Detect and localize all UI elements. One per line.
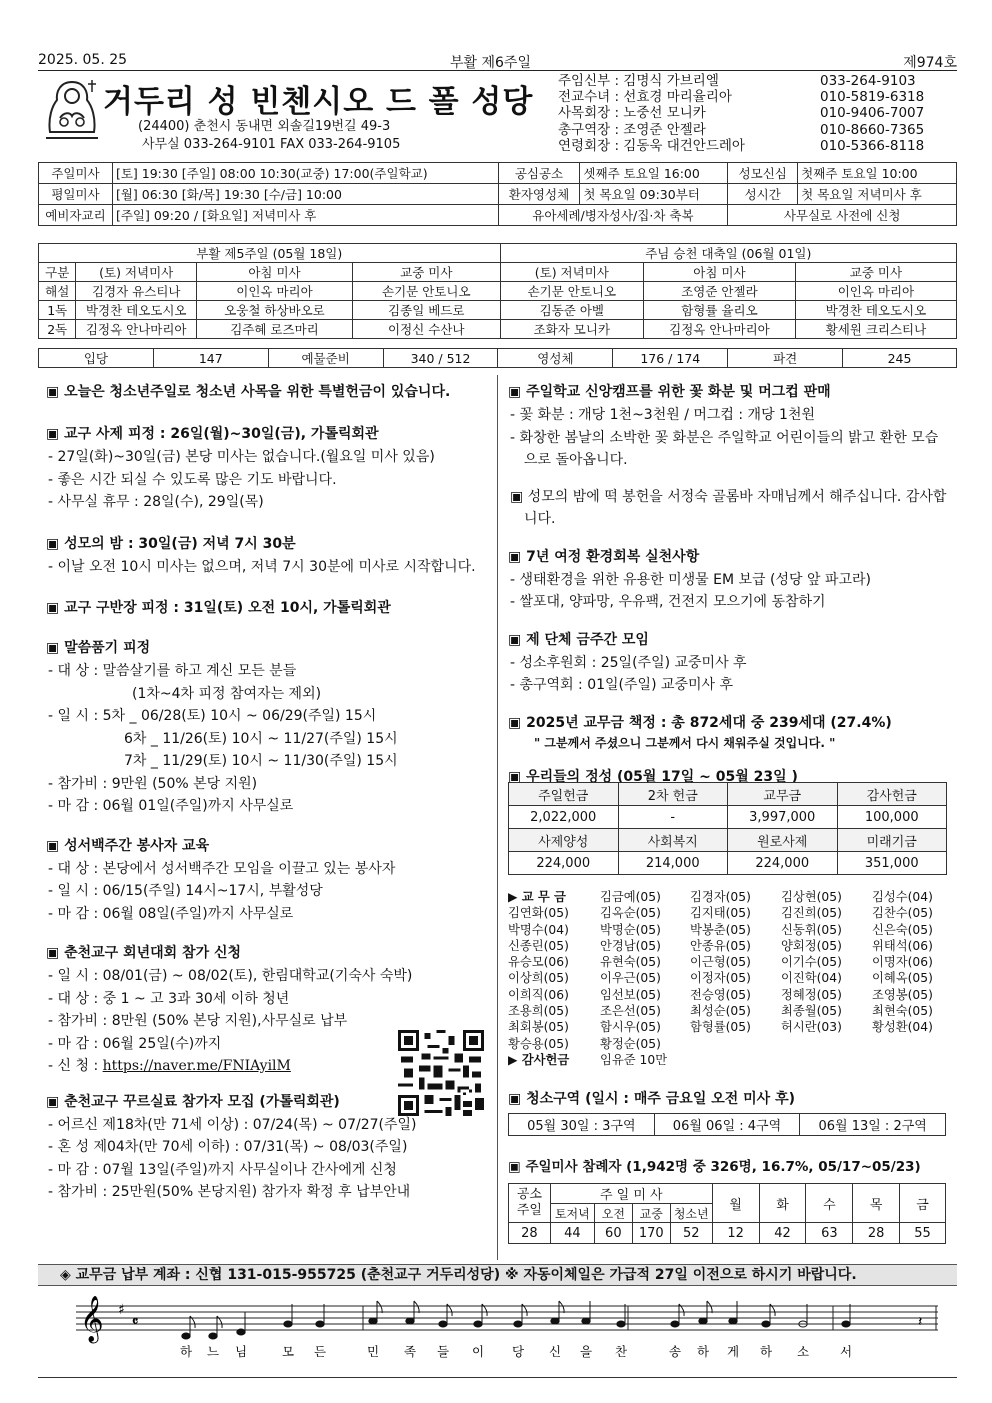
notice-heading: ▣ 성모의 밤 : 30일(금) 저녁 7시 30분 <box>46 535 296 552</box>
donor-name: 안종유(05) <box>690 938 751 953</box>
table-row: 1독 박경찬 테오도시오 오웅철 하상바오로 김종일 베드로 김동준 아벨 함형률 율리오 박경찬 테오도시오 <box>39 301 957 320</box>
lyric-syllable: 찬 <box>615 1344 628 1359</box>
music-note <box>209 1316 222 1339</box>
liturgical-week: 부활 제6주일 <box>450 55 531 71</box>
table-row: 토저녁 오전 교중 청소년 <box>509 1204 946 1223</box>
notice-item: - 대 상 : 말씀살기를 하고 계신 모든 분들 <box>48 663 297 679</box>
time-signature-icon: 𝄴 <box>132 1314 139 1330</box>
music-note <box>284 1304 292 1327</box>
rest-icon: 𝄽 <box>918 1314 923 1330</box>
notice-item: - 마 감 : 06월 08일(주일)까지 사무실로 <box>48 905 294 922</box>
lyric-syllable: 하 <box>697 1344 710 1359</box>
notice-item: - 혼 성 제04차(만 70세 이하) : 07/31(목) ~ 08/03(주일) <box>48 1139 408 1155</box>
notice-item: - 참가비 : 9만원 (50% 본당 지원) <box>48 775 258 792</box>
notice-item: - 사무실 휴무 : 28일(수), 29일(목) <box>48 494 264 510</box>
list-item: ▶ 교 무 금 김금예(05) 김경자(05) 김상현(05) 김성수(04) <box>508 890 933 904</box>
table-row: 28 44 60 170 52 12 42 63 28 55 <box>509 1223 946 1244</box>
donor-name: 이정자(05) <box>690 971 751 986</box>
notice-item: - 일 시 : 06/15(주일) 14시~17시, 부활성당 <box>48 883 323 899</box>
notice-item: - 참가비 : 25만원(50% 본당지원) 참가자 확정 후 납부안내 <box>48 1184 411 1200</box>
parish-logo-icon <box>42 78 102 144</box>
notice-item: - 마 감 : 06월 25일(수)까지 <box>48 1035 222 1052</box>
music-note <box>842 1304 850 1327</box>
lyric-syllable: 소 <box>797 1344 810 1359</box>
notice-item: - 이날 오전 10시 미사는 없으며, 저녁 7시 30분에 미사로 시작합니다. <box>48 558 476 575</box>
notice-item: - 마 감 : 07월 13일(주일)까지 사무실이나 간사에게 신청 <box>48 1161 397 1178</box>
lyric-syllable: 하 <box>180 1344 193 1359</box>
notice-heading: ▣ 춘천교구 회년대회 참가 신청 <box>46 945 242 961</box>
donor-name: 김진희(05) <box>781 906 842 921</box>
list-item <box>508 1036 948 1052</box>
table-row: 주일헌금 2차 헌금 교무금 감사헌금 <box>509 783 947 806</box>
donor-name: 최회봉(05) <box>508 1020 569 1035</box>
music-note <box>182 1316 195 1339</box>
parish-address-block <box>138 118 400 154</box>
notice-item: - 화창한 봄날의 소박한 꽃 화분은 주일학교 어린이들의 밝고 환한 모습으로 돌아옵니다. <box>510 429 939 468</box>
donor-name: 박명수(04) <box>508 922 569 937</box>
list-item <box>508 987 948 1003</box>
donor-name: 조용희(05) <box>508 1004 569 1019</box>
notice-item: - 마 감 : 06월 01일(주일)까지 사무실로 <box>48 798 294 814</box>
donor-name: 유승모(06) <box>508 955 569 970</box>
donor-name: 최현숙(05) <box>872 1004 933 1019</box>
lyric-syllable: 을 <box>580 1344 593 1359</box>
lyric-syllable: 당 <box>512 1344 525 1359</box>
notice-item: - 대 상 : 본당에서 성서백주간 모임을 이끌고 있는 봉사자 <box>48 860 396 877</box>
contact-list <box>558 73 958 154</box>
donor-name: 황정순(05) <box>600 1036 661 1051</box>
contact-row: 총구역장 : 조영준 안젤라 010-8660-7365 <box>558 121 925 138</box>
contact-row: 사목회장 : 노중선 모니카 010-9406-7007 <box>558 105 925 122</box>
notice-heading: ▣ 교구 구반장 피정 : 31일(토) 오전 10시, 가톨릭회관 <box>46 600 391 616</box>
notice-item: - 27일(화)~30일(금) 본당 미사는 없습니다.(월요일 미사 있음) <box>48 449 435 465</box>
donor-name: 황성환(04) <box>872 1020 933 1035</box>
donor-name: 허시란(03) <box>781 1020 842 1035</box>
donor-name: 신은숙(05) <box>872 922 933 937</box>
donor-name: 이상희(05) <box>508 971 569 986</box>
table-row: 224,000 214,000 224,000 351,000 <box>509 852 947 875</box>
lyric-syllable: 든 <box>314 1344 327 1359</box>
table-row: 2독 김정옥 안나마리아 김주혜 로즈마리 이정신 수산나 조화자 모니카 김정옥 안나마리아 황세원 크리스티나 <box>39 320 957 339</box>
donor-name: 위태석(06) <box>872 938 933 953</box>
table-row: 평일미사 [월] 06:30 [화/목] 19:30 [수/금] 10:00 환자영성체 첫 목요일 09:30부터 성시간 첫 목요일 저녁미사 후 <box>39 184 957 205</box>
thanks-label: ▶ 감사헌금 <box>508 1052 570 1067</box>
donor-name: 함시우(05) <box>600 1020 661 1035</box>
donor-name: 이혜옥(05) <box>872 971 933 986</box>
notice-item: - 꽃 화분 : 개당 1천~3천원 / 머그컵 : 개당 1천원 <box>510 407 816 423</box>
donor-name: 박봉춘(05) <box>690 922 751 937</box>
list-item <box>508 922 948 938</box>
music-note <box>617 1304 625 1327</box>
table-row: 2,022,000 - 3,997,000 100,000 <box>509 806 947 829</box>
donor-name: 신동휘(05) <box>781 922 842 937</box>
donor-name: 이근형(05) <box>690 955 751 970</box>
parish-address: (24400) 춘천시 동내면 외솔길19번길 49-3 <box>138 119 391 134</box>
lyric-syllable: 하 <box>760 1344 773 1359</box>
donor-name: 유현숙(05) <box>600 955 661 970</box>
music-note <box>316 1304 324 1327</box>
notice-heading: ▣ 2025년 교무금 책정 : 총 872세대 중 239세대 (27.4%) <box>508 714 892 731</box>
notice-heading: ▣ 7년 여정 환경회복 실천사항 <box>508 548 700 565</box>
notice-item: - 일 시 : 5차 _ 06/28(토) 10시 ~ 06/29(주일) 15시 <box>48 708 377 724</box>
lyric-syllable: 모 <box>282 1344 295 1359</box>
table-row: 부활 제5주일 (05월 18일) 주님 승천 대축일 (06월 01일) <box>39 244 957 263</box>
list-item <box>508 938 948 954</box>
table-row: 구분 (토) 저녁미사 아침 미사 교중 미사 (토) 저녁미사 아침 미사 교중 미사 <box>39 263 957 282</box>
contact-row: 주임신부 : 김명식 가브리엘 033-264-9103 <box>558 73 916 89</box>
lyric-syllable: 송 <box>669 1344 682 1359</box>
parish-office: 사무실 033-264-9101 FAX 033-264-9105 <box>142 137 401 152</box>
lyric-syllable: 족 <box>404 1344 417 1359</box>
notice-heading: ▣ 성서백주간 봉사자 교육 <box>46 837 210 854</box>
donor-name: 신종린(05) <box>508 938 569 953</box>
contact-row: 연령회장 : 김동욱 대건안드레아 010-5366-8118 <box>558 137 925 154</box>
notice-item: - 일 시 : 08/01(금) ~ 08/02(토), 한림대학교(기숙사 숙박) <box>48 968 413 984</box>
lyric-syllable: 님 <box>235 1344 248 1359</box>
donor-name: 박명순(05) <box>600 922 661 937</box>
donor-name: 안경남(05) <box>600 938 661 953</box>
hymn-score <box>38 1292 957 1372</box>
lyric-syllable: 이 <box>472 1344 485 1359</box>
notice-item: - 좋은 시간 되실 수 있도록 많은 기도 바랍니다. <box>48 471 337 488</box>
notice-heading: ▣ 말씀품기 피정 <box>46 640 151 656</box>
notice-heading: ▣ 교구 사제 피정 : 26일(월)~30일(금), 가톨릭회관 <box>46 426 379 442</box>
notice-item: - 대 상 : 중 1 ~ 고 3과 30세 이하 청년 <box>48 990 290 1007</box>
table-row: 사제양성 사회복지 원로사제 미래기금 <box>509 829 947 852</box>
table-row: 공소 주일 주 일 미 사 월 화 수 목 금 <box>509 1184 946 1204</box>
list-item <box>508 954 948 970</box>
donor-name: 최성순(05) <box>690 1004 751 1019</box>
attendance-table <box>508 1183 946 1244</box>
lyric-syllable: 느 <box>207 1344 220 1359</box>
lyric-syllable: 게 <box>727 1344 740 1359</box>
header-bar <box>38 51 957 71</box>
attendance-heading: ▣ 주일미사 참례자 (1,942명 중 326명, 16.7%, 05/17~05/23) <box>508 1159 921 1175</box>
parish-title: 거두리 성 빈첸시오 드 폴 성당 <box>103 84 534 120</box>
donor-name: 이희직(06) <box>508 987 569 1002</box>
notice-item: - 신 청 : https://naver.me/FNIAyilM <box>48 1058 291 1074</box>
notice-item: 7차 _ 11/29(토) 10시 ~ 11/30(주일) 15시 <box>124 753 398 769</box>
donor-list <box>508 889 948 1068</box>
notice-heading: ▣ 주일학교 신앙캠프를 위한 꽃 화분 및 머그컵 판매 <box>508 384 831 400</box>
notice-item: - 참가비 : 8만원 (50% 본당 지원),사무실로 납부 <box>48 1013 348 1029</box>
mass-schedule-table <box>38 162 957 226</box>
notice-item: ▣ 성모의 밤에 떡 봉헌을 서정숙 골롬바 자매님께서 해주십니다. 감사합니다. <box>510 488 947 527</box>
notice-item: - 쌀포대, 양파망, 우유팩, 건전지 모으기에 동참하기 <box>510 594 826 610</box>
list-item <box>508 1003 948 1019</box>
list-item <box>508 970 948 986</box>
donor-name: 김옥순(05) <box>600 906 661 921</box>
lyric-syllable: 서 <box>840 1344 853 1359</box>
donor-name: 최종월(05) <box>781 1004 842 1019</box>
lyric-syllable: 민 <box>367 1344 380 1359</box>
offering-table <box>508 782 947 875</box>
right-notice-column <box>508 380 950 789</box>
list-item <box>508 1052 948 1068</box>
notice-item: - 생태환경을 위한 유용한 미생물 EM 보급 (성당 앞 파고라) <box>510 571 871 588</box>
issue-number: 제974호 <box>903 55 957 71</box>
cleaning-table <box>508 1113 946 1136</box>
notice-heading: ▣ 제 단체 금주간 모임 <box>508 631 649 648</box>
donor-name: 전승영(05) <box>690 987 751 1002</box>
cleaning-heading: ▣ 청소구역 (일시 : 매주 금요일 오전 미사 후) <box>508 1091 795 1107</box>
lyrics-group <box>180 1344 852 1359</box>
registration-link[interactable]: https://naver.me/FNIAyilM <box>102 1058 291 1074</box>
donor-name: 김연화(05) <box>508 906 569 921</box>
donor-name: 이기수(05) <box>781 955 842 970</box>
notice-item: 6차 _ 11/26(토) 10시 ~ 11/27(주일) 15시 <box>124 730 398 747</box>
donor-name: 함형률(05) <box>690 1020 751 1035</box>
donor-name: 황승용(05) <box>508 1036 569 1051</box>
donor-name: 조은선(05) <box>600 1004 661 1019</box>
notice-item: - 어르신 제18차(만 71세 이상) : 07/24(목) ~ 07/27(주일) <box>48 1116 417 1133</box>
donor-name: 김지태(05) <box>690 906 751 921</box>
list-item <box>508 905 948 921</box>
donor-name: 조영봉(05) <box>872 987 933 1002</box>
list-item <box>508 1019 948 1035</box>
treble-clef-icon: 𝄞 <box>80 1296 104 1342</box>
issue-date: 2025. 05. 25 <box>38 52 128 68</box>
liturgy-roster-table <box>38 243 957 339</box>
thanks-donor: 임유준 10만 <box>600 1052 668 1067</box>
lyric-syllable: 들 <box>437 1344 450 1359</box>
donor-name: 양회정(05) <box>781 938 842 953</box>
donor-name: 이우근(05) <box>600 971 661 986</box>
column-divider <box>497 375 498 1260</box>
mass-stats-table <box>38 348 957 368</box>
table-row: 05월 30일 : 3구역 06월 06일 : 4구역 06월 13일 : 2구역 <box>509 1114 946 1136</box>
table-row: 입당 147 예물준비 340 / 512 영성체 176 / 174 파견 245 <box>39 349 957 368</box>
sharp-icon: ♯ <box>118 1302 125 1318</box>
donor-name: 김찬수(05) <box>872 906 933 921</box>
notice-item: - 총구역회 : 01일(주일) 교중미사 후 <box>510 677 734 693</box>
donation-account-banner: ◈ 교무금 납부 계좌 : 신협 131-015-955725 (춘천교구 거두리성당) ※ 자동이체일은 가급적 27일 이전으로 하시기 바랍니다. <box>38 1264 957 1286</box>
note-group <box>182 1301 922 1339</box>
donor-name: 이명자(06) <box>872 955 933 970</box>
scripture-quote: " 그분께서 주셨으니 그분께서 다시 채워주실 것입니다. " <box>534 735 836 750</box>
lyric-syllable: 신 <box>549 1344 562 1359</box>
table-row: 해설 김경자 유스티나 이인옥 마리아 손기문 안토니오 손기문 안토니오 조영준 안젤라 이인옥 마리아 <box>39 282 957 301</box>
table-row: 주일미사 [토] 19:30 [주일] 08:00 10:30(교중) 17:00(주일학교) 공심공소 셋째주 토요일 16:00 성모신심 첫째주 토요일 10:00 <box>39 163 957 184</box>
notice-heading: ▣ 우리들의 정성 (05월 17일 ~ 05월 23일 ) <box>508 768 798 785</box>
notice-heading: ▣ 오늘은 청소년주일로 청소년 사목을 위한 특별헌금이 있습니다. <box>46 384 451 400</box>
contact-row: 전교수녀 : 선효경 마리율리아 010-5819-6318 <box>558 89 925 106</box>
notice-item: - 성소후원회 : 25일(주일) 교중미사 후 <box>510 654 747 671</box>
notice-item: (1차~4차 피정 참여자는 제외) <box>132 685 322 702</box>
notice-heading: ▣ 춘천교구 꾸르실료 참가자 모집 (가톨릭회관) <box>46 1093 340 1110</box>
donor-name: 정혜정(05) <box>781 987 842 1002</box>
table-row: 예비자교리 [주일] 09:20 / [화요일] 저녁미사 후 유아세례/병자성사/집·차 축복 사무실로 사전에 신청 <box>39 205 957 226</box>
donor-name: 이진학(04) <box>781 971 842 986</box>
qr-code-icon[interactable] <box>398 1030 484 1116</box>
bottom-rule <box>38 1377 957 1378</box>
donor-name: 임선보(05) <box>600 987 661 1002</box>
